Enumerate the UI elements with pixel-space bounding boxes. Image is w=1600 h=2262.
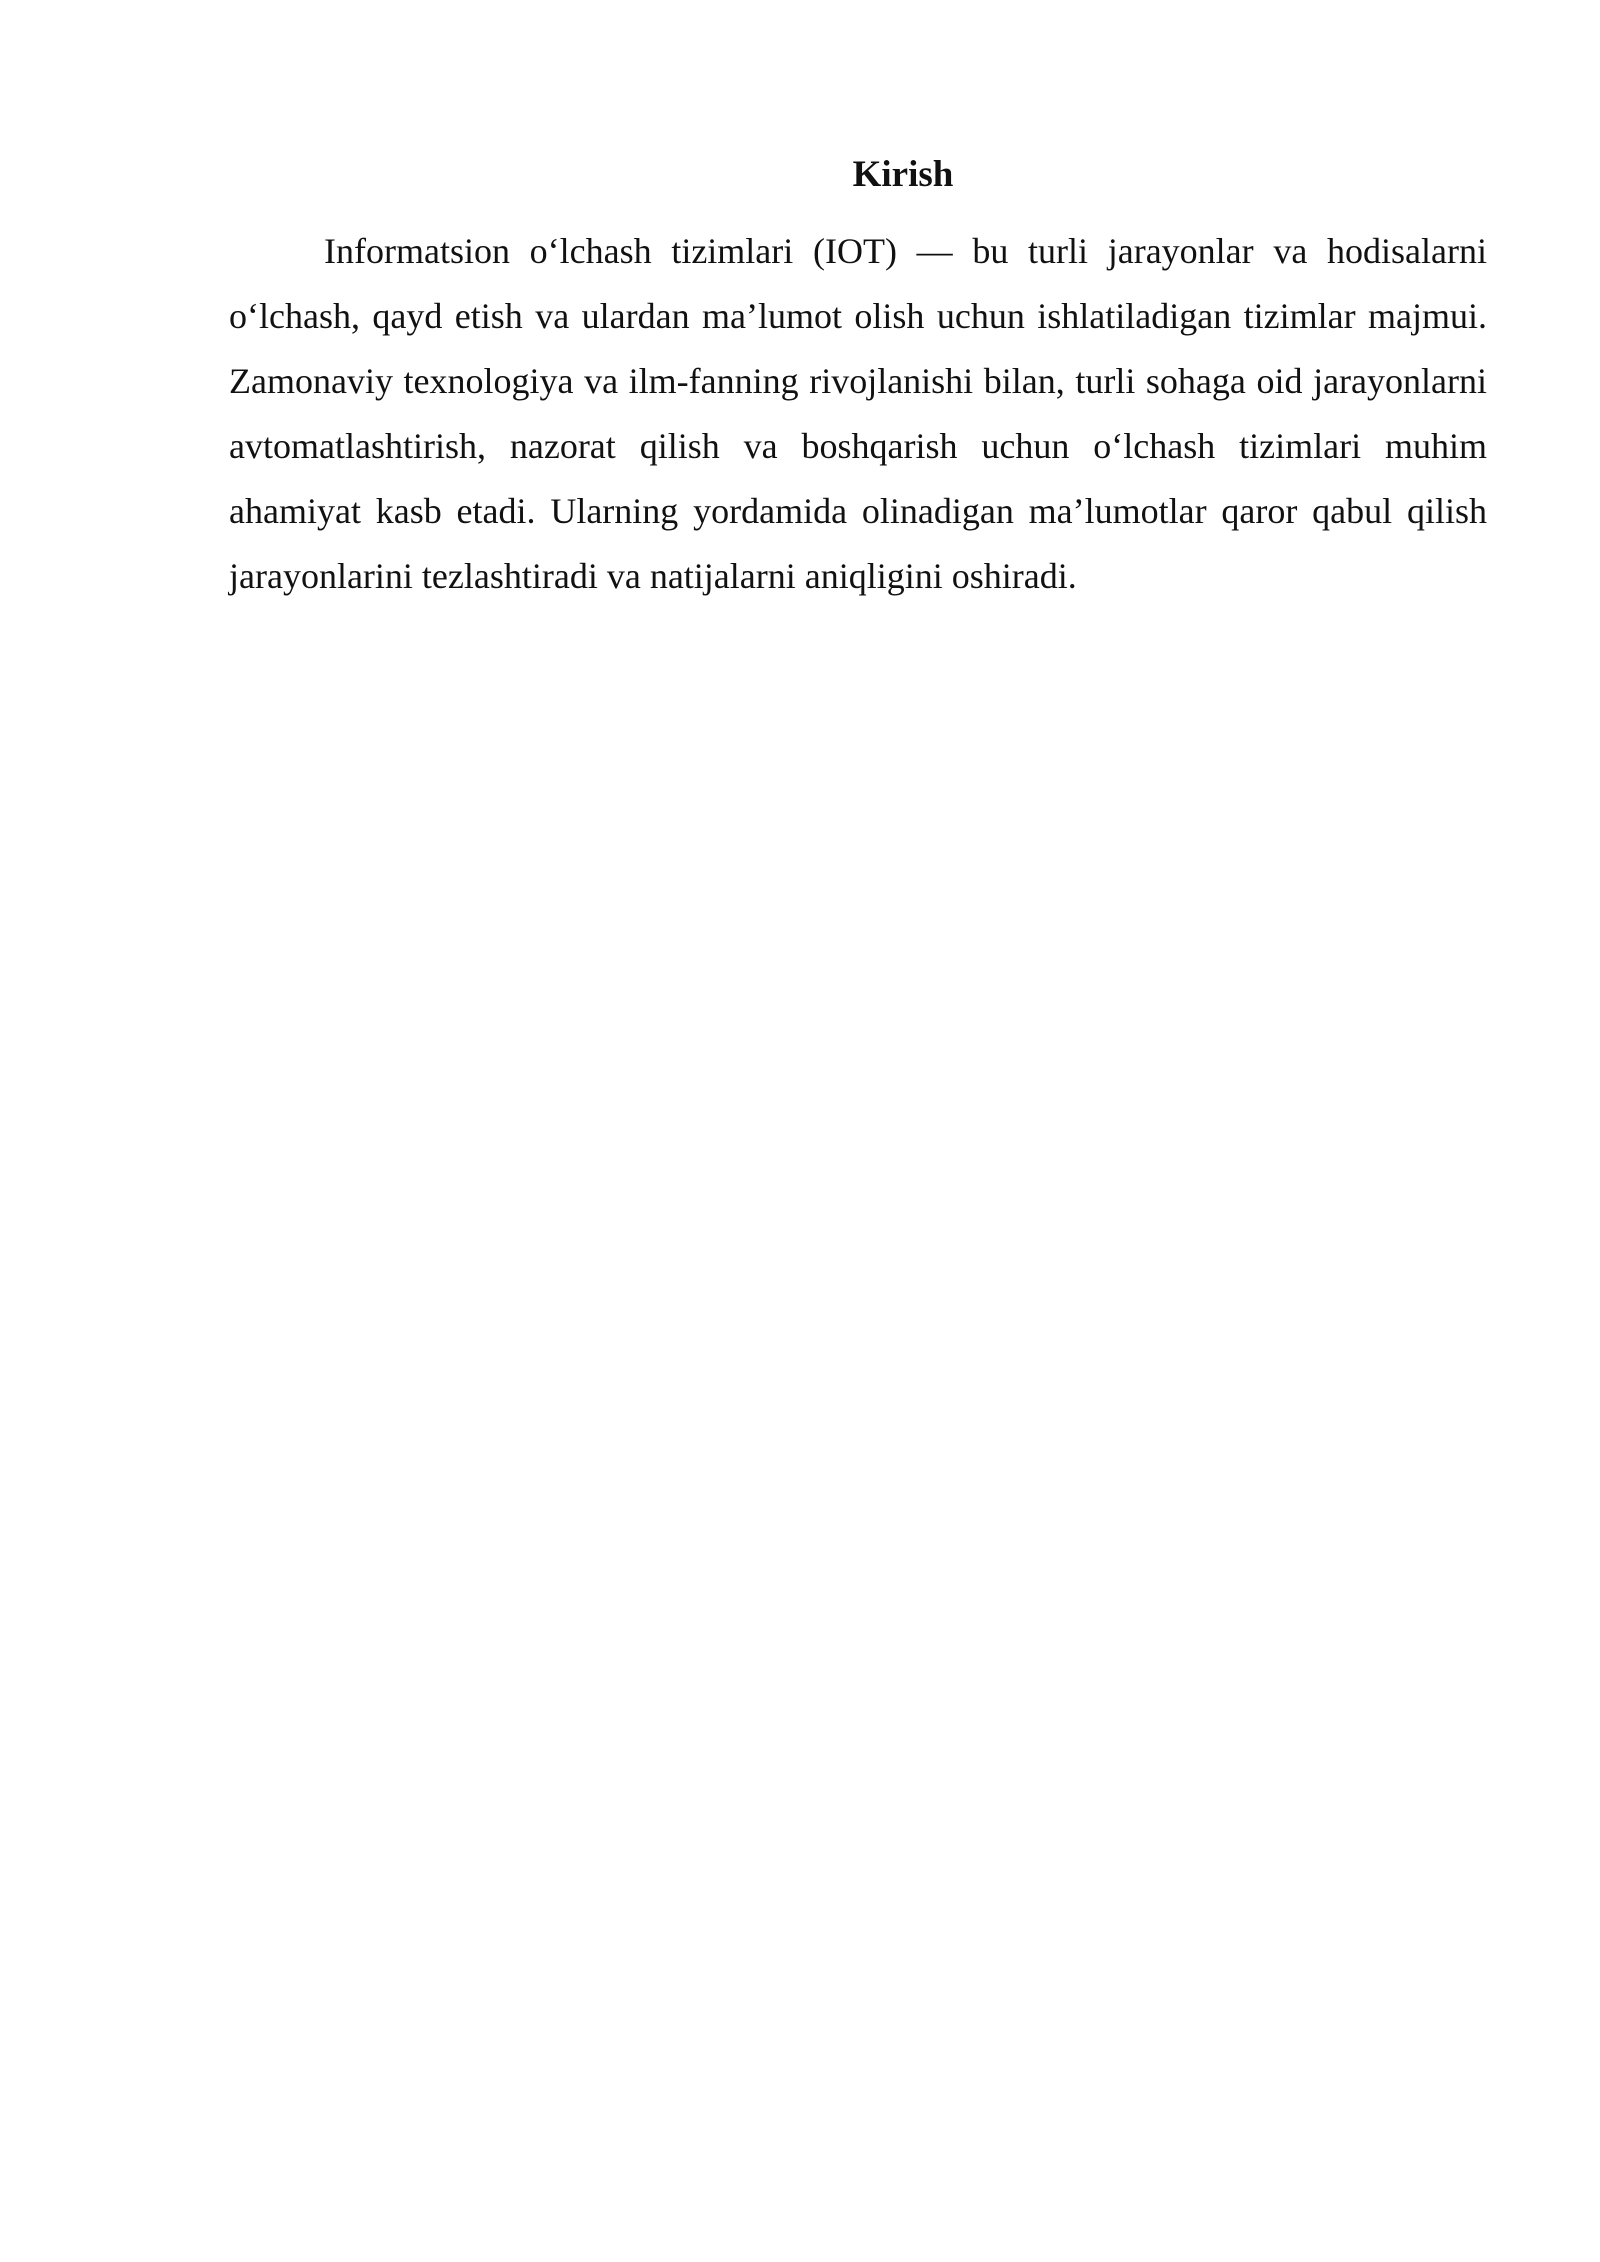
page-content bbox=[229, 145, 1487, 609]
section-title: Kirish bbox=[852, 154, 954, 195]
body-paragraph: Informatsion o‘lchash tizimlari (IOT) — bu turli jarayonlar va hodisalarni o‘lchash, qayd etish va ulardan ma’lumot olish uchun ishlatiladigan tizimlar majmui. Zamonaviy texnologiya va ilm-fanning rivojlanishi bilan, turli sohaga oid jarayonlarni avtomatlashtirish, nazorat qilish va boshqarish uchun o‘lchash tizimlari muhim ahamiyat kasb etadi. Ularning yordamida olinadigan ma’lumotlar qaror qabul qilish jarayonlarini tezlashtiradi va natijalarni aniqligini oshiradi. bbox=[229, 231, 1487, 596]
